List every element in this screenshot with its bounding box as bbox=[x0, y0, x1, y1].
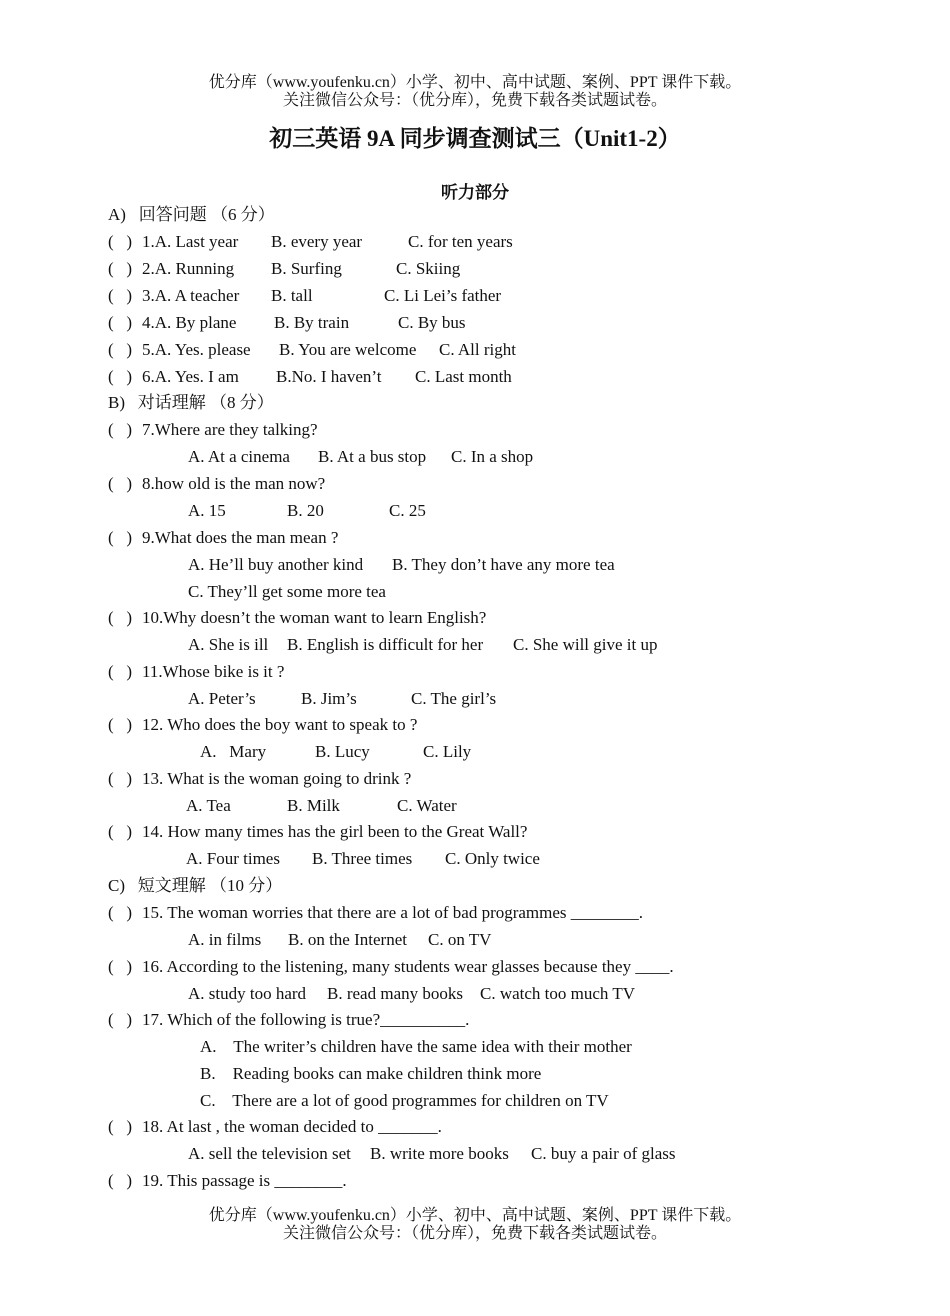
q3-option-a: 3.A. A teacher bbox=[142, 286, 240, 305]
q17-option-c: C. There are a lot of good programmes for children on TV bbox=[200, 1091, 609, 1110]
q3-option-c: C. Li Lei’s father bbox=[384, 286, 502, 305]
answer-blank: ( ) bbox=[108, 286, 133, 305]
q13-option-b: B. Milk bbox=[287, 796, 340, 815]
q13-option-c: C. Water bbox=[397, 796, 457, 815]
answer-blank: ( ) bbox=[108, 1010, 133, 1029]
section-heading: 听力部分 bbox=[441, 183, 509, 202]
q1-option-b: B. every year bbox=[271, 232, 363, 251]
q2-option-b: B. Surfing bbox=[271, 259, 342, 278]
answer-blank: ( ) bbox=[108, 474, 133, 493]
q11-option-b: B. Jim’s bbox=[301, 689, 357, 708]
q13-stem: 13. What is the woman going to drink ? bbox=[142, 769, 412, 788]
q17-option-b: B. Reading books can make children think more bbox=[200, 1064, 542, 1083]
q1-option-a: 1.A. Last year bbox=[142, 232, 239, 251]
q12-option-a: A. Mary bbox=[200, 742, 267, 761]
q2-option-c: C. Skiing bbox=[396, 259, 461, 278]
answer-blank: ( ) bbox=[108, 340, 133, 359]
q17-stem: 17. Which of the following is true?__________. bbox=[142, 1010, 470, 1029]
section-b-label: B) 对话理解 （8 分） bbox=[108, 393, 274, 412]
answer-blank: ( ) bbox=[108, 1117, 133, 1136]
answer-blank: ( ) bbox=[108, 822, 133, 841]
q6-option-b: B.No. I haven’t bbox=[276, 367, 382, 386]
answer-blank: ( ) bbox=[108, 957, 133, 976]
q18-option-c: C. buy a pair of glass bbox=[531, 1144, 676, 1163]
q18-option-b: B. write more books bbox=[370, 1144, 509, 1163]
footer-line-2: 关注微信公众号：（优分库），免费下载各类试题试卷。 bbox=[282, 1225, 667, 1242]
header-line-2: 关注微信公众号：（优分库），免费下载各类试题试卷。 bbox=[282, 92, 667, 109]
footer-line-1: 优分库（www.youfenku.cn）小学、初中、高中试题、案例、PPT 课件下载。 bbox=[208, 1207, 742, 1224]
answer-blank: ( ) bbox=[108, 259, 133, 278]
q3-option-b: B. tall bbox=[271, 286, 313, 305]
q12-stem: 12. Who does the boy want to speak to ? bbox=[142, 715, 418, 734]
q8-option-c: C. 25 bbox=[389, 501, 426, 520]
q6-option-a: 6.A. Yes. I am bbox=[142, 367, 239, 386]
q10-stem: 10.Why doesn’t the woman want to learn English? bbox=[142, 608, 487, 627]
q18-stem: 18. At last , the woman decided to _______. bbox=[142, 1117, 442, 1136]
q10-option-b: B. English is difficult for her bbox=[287, 635, 484, 654]
answer-blank: ( ) bbox=[108, 662, 133, 681]
q10-option-a: A. She is ill bbox=[188, 635, 269, 654]
q14-option-c: C. Only twice bbox=[445, 849, 540, 868]
answer-blank: ( ) bbox=[108, 903, 133, 922]
q2-option-a: 2.A. Running bbox=[142, 259, 235, 278]
q11-stem: 11.Whose bike is it ? bbox=[142, 662, 285, 681]
q5-option-a: 5.A. Yes. please bbox=[142, 340, 251, 359]
q16-option-b: B. read many books bbox=[327, 984, 463, 1003]
q15-option-b: B. on the Internet bbox=[288, 930, 407, 949]
page-title: 初三英语 9A 同步调查测试三（Unit1-2） bbox=[269, 126, 681, 151]
q12-option-b: B. Lucy bbox=[315, 742, 370, 761]
q7-option-c: C. In a shop bbox=[451, 447, 534, 466]
q6-option-c: C. Last month bbox=[415, 367, 512, 386]
q12-option-c: C. Lily bbox=[423, 742, 472, 761]
q9-option-b: B. They don’t have any more tea bbox=[392, 555, 615, 574]
q4-option-a: 4.A. By plane bbox=[142, 313, 237, 332]
answer-blank: ( ) bbox=[108, 608, 133, 627]
answer-blank: ( ) bbox=[108, 420, 133, 439]
q10-option-c: C. She will give it up bbox=[513, 635, 658, 654]
q15-option-c: C. on TV bbox=[428, 930, 492, 949]
q18-option-a: A. sell the television set bbox=[188, 1144, 351, 1163]
q14-option-b: B. Three times bbox=[312, 849, 413, 868]
q5-option-c: C. All right bbox=[439, 340, 516, 359]
q16-option-a: A. study too hard bbox=[188, 984, 307, 1003]
q14-stem: 14. How many times has the girl been to the Great Wall? bbox=[142, 822, 528, 841]
q15-option-a: A. in films bbox=[188, 930, 262, 949]
q7-stem: 7.Where are they talking? bbox=[142, 420, 318, 439]
q4-option-b: B. By train bbox=[274, 313, 350, 332]
q8-option-b: B. 20 bbox=[287, 501, 324, 520]
q19-stem: 19. This passage is ________. bbox=[142, 1171, 347, 1190]
q9-option-c: C. They’ll get some more tea bbox=[188, 582, 386, 601]
answer-blank: ( ) bbox=[108, 715, 133, 734]
q7-option-a: A. At a cinema bbox=[188, 447, 290, 466]
answer-blank: ( ) bbox=[108, 769, 133, 788]
answer-blank: ( ) bbox=[108, 1171, 133, 1190]
section-a-label: A) 回答问题 （6 分） bbox=[108, 205, 275, 224]
q5-option-b: B. You are welcome bbox=[279, 340, 417, 359]
q16-stem: 16. According to the listening, many students wear glasses because they ____. bbox=[142, 957, 674, 976]
header-line-1: 优分库（www.youfenku.cn）小学、初中、高中试题、案例、PPT 课件下载。 bbox=[208, 74, 742, 91]
answer-blank: ( ) bbox=[108, 313, 133, 332]
q8-option-a: A. 15 bbox=[188, 501, 226, 520]
q9-option-a: A. He’ll buy another kind bbox=[188, 555, 364, 574]
answer-blank: ( ) bbox=[108, 528, 133, 547]
section-c-label: C) 短文理解 （10 分） bbox=[108, 876, 283, 895]
q9-stem: 9.What does the man mean ? bbox=[142, 528, 339, 547]
q13-option-a: A. Tea bbox=[186, 796, 231, 815]
q8-stem: 8.how old is the man now? bbox=[142, 474, 326, 493]
q1-option-c: C. for ten years bbox=[408, 232, 513, 251]
q14-option-a: A. Four times bbox=[186, 849, 280, 868]
q11-option-a: A. Peter’s bbox=[188, 689, 256, 708]
q17-option-a: A. The writer’s children have the same idea with their mother bbox=[200, 1037, 632, 1056]
q15-stem: 15. The woman worries that there are a lot of bad programmes ________. bbox=[142, 903, 644, 922]
q4-option-c: C. By bus bbox=[398, 313, 466, 332]
q11-option-c: C. The girl’s bbox=[411, 689, 497, 708]
answer-blank: ( ) bbox=[108, 367, 133, 386]
answer-blank: ( ) bbox=[108, 232, 133, 251]
q16-option-c: C. watch too much TV bbox=[480, 984, 636, 1003]
q7-option-b: B. At a bus stop bbox=[318, 447, 427, 466]
